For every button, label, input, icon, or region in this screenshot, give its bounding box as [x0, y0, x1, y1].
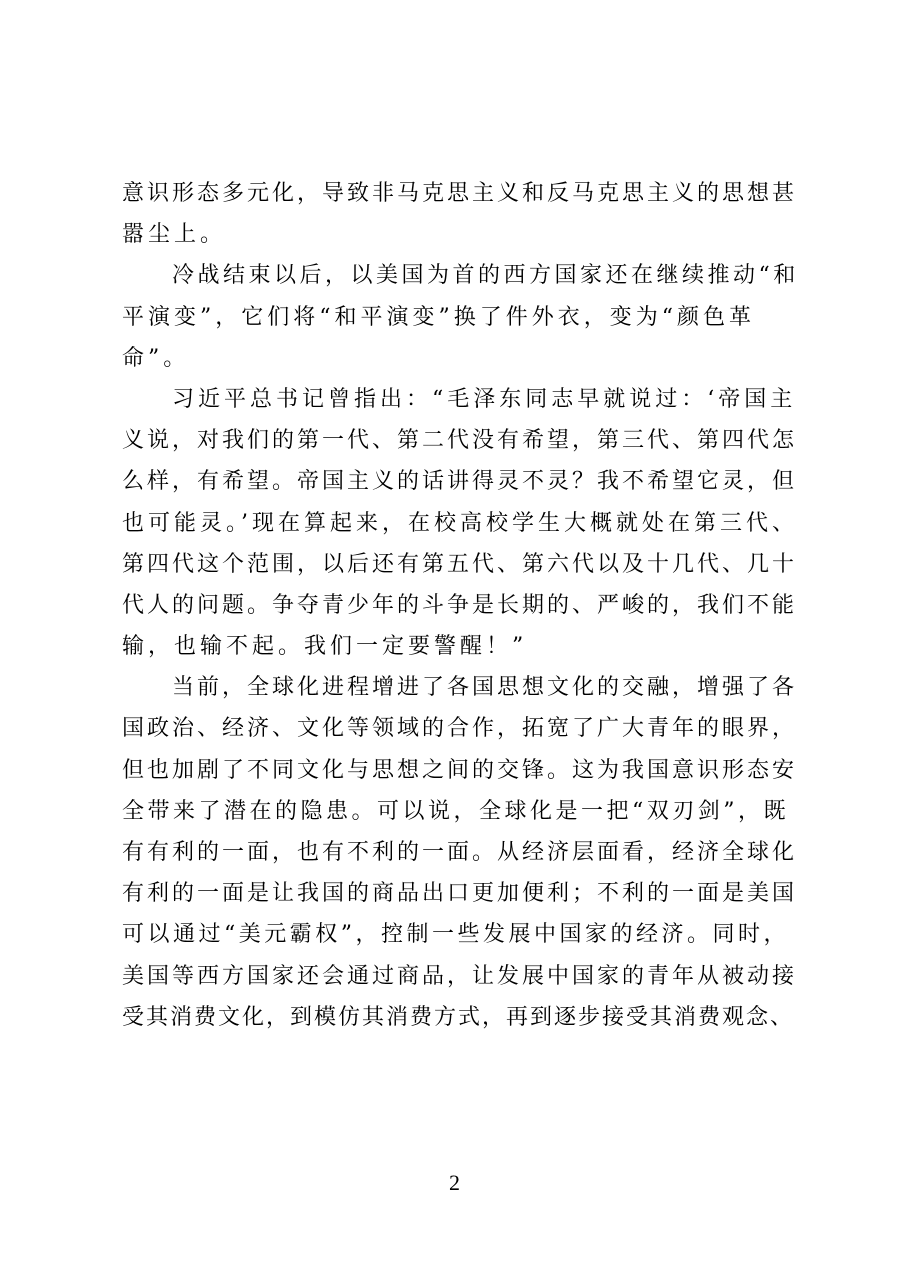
text-line: 可以通过“美元霸权”，控制一些发展中国家的经济。同时，	[122, 922, 789, 948]
text-line: 第四代这个范围，以后还有第五代、第六代以及十几代、几十	[122, 551, 798, 577]
text-line: 美国等西方国家还会通过商品，让发展中国家的青年从被动接	[122, 963, 798, 989]
text-line: 平演变”，它们将“和平演变”换了件外衣，变为“颜色革	[122, 304, 755, 330]
text-line: 也可能灵。’现在算起来，在校高校学生大概就处在第三代、	[122, 510, 798, 536]
text-line: 有利的一面是让我国的商品出口更加便利；不利的一面是美国	[122, 881, 798, 907]
text-line: 么样，有希望。帝国主义的话讲得灵不灵？我不希望它灵，但	[122, 469, 798, 495]
text-line: 全带来了潜在的隐患。可以说，全球化是一把“双刃剑”，既	[122, 798, 789, 824]
body-text	[122, 173, 802, 1038]
text-line: 意识形态多元化，导致非马克思主义和反马克思主义的思想甚	[122, 181, 798, 206]
text-line: 习近平总书记曾指出：“毛泽东同志早就说过：‘帝国主	[172, 386, 797, 412]
text-line: 受其消费文化，到模仿其消费方式，再到逐步接受其消费观念、	[122, 1004, 795, 1030]
text-line: 有有利的一面，也有不利的一面。从经济层面看，经济全球化	[122, 840, 798, 865]
text-line: 代人的问题。争夺青少年的斗争是长期的、严峻的，我们不能	[122, 592, 798, 618]
text-line: 嚣尘上。	[122, 222, 227, 248]
text-line: 义说，对我们的第一代、第二代没有希望，第三代、第四代怎	[122, 428, 798, 454]
text-line: 冷战结束以后，以美国为首的西方国家还在继续推动“和	[172, 263, 799, 289]
text-line: 但也加剧了不同文化与思想之间的交锋。这为我国意识形态安	[122, 757, 798, 783]
text-line: 当前，全球化进程增进了各国思想文化的交融，增强了各	[172, 675, 798, 701]
text-line: 输，也输不起。我们一定要警醒！”	[122, 634, 528, 660]
text-line: 命”。	[122, 345, 190, 371]
text-line: 国政治、经济、文化等领域的合作，拓宽了广大青年的眼界，	[122, 716, 798, 742]
page-number: 2	[449, 1170, 460, 1195]
